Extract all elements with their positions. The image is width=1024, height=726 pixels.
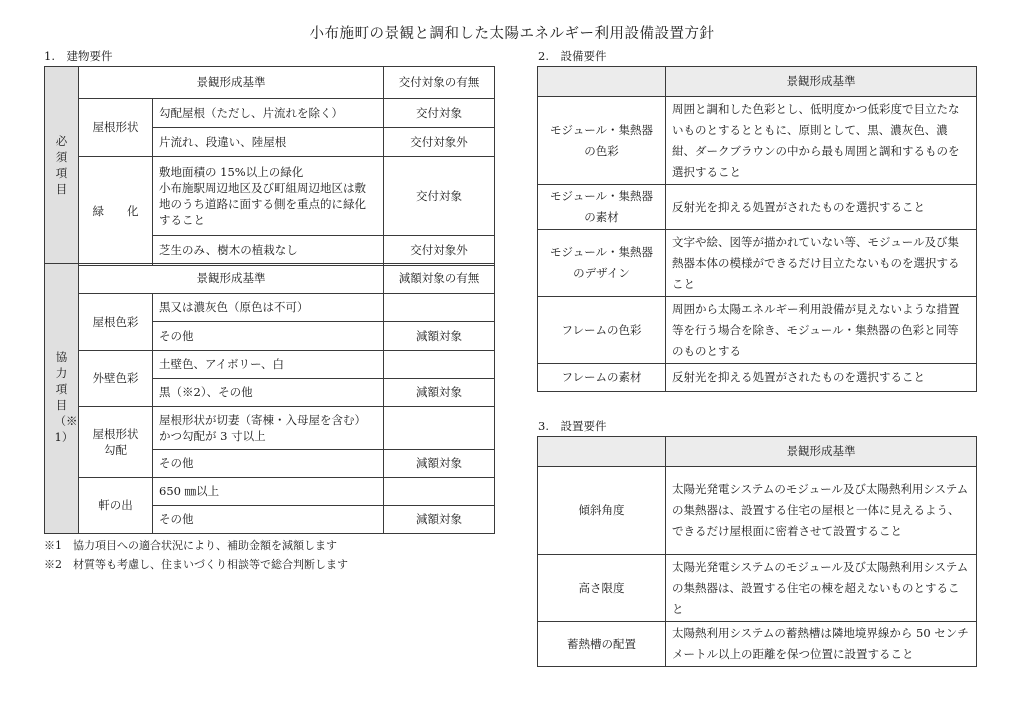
section-2-heading: 2. 設備要件 bbox=[538, 49, 607, 63]
page-title: 小布施町の景観と調和した太陽エネルギー利用設備設置方針 bbox=[309, 26, 715, 42]
roof-color-status-1 bbox=[384, 294, 495, 322]
installation-label-2: 高さ限度 bbox=[538, 555, 666, 622]
roof-pitch-status-1 bbox=[384, 407, 495, 450]
roof-shape-criteria-1: 勾配屋根（ただし、片流れを除く） bbox=[153, 99, 384, 128]
required-status-header: 交付対象の有無 bbox=[384, 67, 495, 99]
footnote-2: ※2 材質等も考慮し、住まいづくり相談等で総合判断します bbox=[44, 558, 348, 571]
equipment-label-4: フレームの色彩 bbox=[538, 297, 666, 364]
wall-color-label: 外壁色彩 bbox=[79, 351, 153, 407]
cooperative-status-header: 減額対象の有無 bbox=[384, 264, 495, 294]
equipment-label-5: フレームの素材 bbox=[538, 364, 666, 392]
cooperative-group-label: 協力項目（※1） bbox=[45, 264, 79, 534]
cooperative-criteria-header: 景観形成基準 bbox=[79, 264, 384, 294]
roof-pitch-status-2: 減額対象 bbox=[384, 450, 495, 478]
roof-color-label: 屋根色彩 bbox=[79, 294, 153, 351]
wall-color-criteria-1: 土壁色、アイボリー、白 bbox=[153, 351, 384, 379]
equipment-label-3: モジュール・集熱器 のデザイン bbox=[538, 230, 666, 297]
wall-color-status-2: 減額対象 bbox=[384, 379, 495, 407]
installation-label-3: 蓄熱槽の配置 bbox=[538, 622, 666, 667]
equipment-label-1: モジュール・集熱器 の色彩 bbox=[538, 97, 666, 185]
installation-criteria-2: 太陽光発電システムのモジュール及び太陽熱利用システムの集熱器は、設置する住宅の棟を超えないものとすること bbox=[666, 555, 977, 622]
roof-color-criteria-2: その他 bbox=[153, 322, 384, 351]
eaves-label: 軒の出 bbox=[79, 478, 153, 534]
installation-requirements-table bbox=[537, 436, 977, 667]
roof-pitch-criteria-1: 屋根形状が切妻（寄棟・入母屋を含む）かつ勾配が 3 寸以上 bbox=[153, 407, 384, 450]
eaves-criteria-2: その他 bbox=[153, 506, 384, 534]
eaves-criteria-1: 650 ㎜以上 bbox=[153, 478, 384, 506]
roof-shape-label: 屋根形状 bbox=[79, 99, 153, 157]
installation-label-1: 傾斜角度 bbox=[538, 467, 666, 555]
footnote-1: ※1 協力項目への適合状況により、補助金額を減額します bbox=[44, 539, 337, 552]
greening-status-2: 交付対象外 bbox=[384, 236, 495, 266]
wall-color-criteria-2: 黒（※2）、その他 bbox=[153, 379, 384, 407]
installation-criteria-header: 景観形成基準 bbox=[666, 437, 977, 467]
roof-shape-status-1: 交付対象 bbox=[384, 99, 495, 128]
roof-color-status-2: 減額対象 bbox=[384, 322, 495, 351]
installation-criteria-3: 太陽熱利用システムの蓄熱槽は隣地境界線から 50 センチメートル以上の距離を保つ位置に設置すること bbox=[666, 622, 977, 667]
eaves-status-1 bbox=[384, 478, 495, 506]
wall-color-status-1 bbox=[384, 351, 495, 379]
building-requirements-table bbox=[44, 66, 495, 266]
installation-criteria-1: 太陽光発電システムのモジュール及び太陽熱利用システムの集熱器は、設置する住宅の屋根と一体に見えるよう、できるだけ屋根面に密着させて設置すること bbox=[666, 467, 977, 555]
required-criteria-header: 景観形成基準 bbox=[79, 67, 384, 99]
required-group-label: 必須項目 bbox=[45, 67, 79, 266]
greening-criteria-1: 敷地面積の 15%以上の緑化 小布施駅周辺地区及び町組周辺地区は敷地のうち道路に面する側を重点的に緑化すること bbox=[153, 157, 384, 236]
equipment-criteria-5: 反射光を抑える処置がされたものを選択すること bbox=[666, 364, 977, 392]
roof-shape-criteria-2: 片流れ、段違い、陸屋根 bbox=[153, 128, 384, 157]
equipment-criteria-1: 周囲と調和した色彩とし、低明度かつ低彩度で目立たないものとするとともに、原則として、黒、濃灰色、濃紺、ダークブラウンの中から最も周囲と調和するものを選択すること bbox=[666, 97, 977, 185]
greening-criteria-2: 芝生のみ、樹木の植栽なし bbox=[153, 236, 384, 266]
roof-pitch-criteria-2: その他 bbox=[153, 450, 384, 478]
section-1-heading: 1. 建物要件 bbox=[44, 49, 113, 63]
greening-status-1: 交付対象 bbox=[384, 157, 495, 236]
equipment-requirements-table bbox=[537, 66, 977, 392]
equipment-label-2: モジュール・集熱器 の素材 bbox=[538, 185, 666, 230]
roof-pitch-label: 屋根形状 勾配 bbox=[79, 407, 153, 478]
greening-label: 緑 化 bbox=[79, 157, 153, 266]
section-3-heading: 3. 設置要件 bbox=[538, 419, 607, 433]
equipment-criteria-2: 反射光を抑える処置がされたものを選択すること bbox=[666, 185, 977, 230]
equipment-criteria-4: 周囲から太陽エネルギー利用設備が見えないような措置等を行う場合を除き、モジュール・集熱器の色彩と同等のものとする bbox=[666, 297, 977, 364]
roof-color-criteria-1: 黒又は濃灰色（原色は不可） bbox=[153, 294, 384, 322]
roof-shape-status-2: 交付対象外 bbox=[384, 128, 495, 157]
equipment-criteria-3: 文字や絵、図等が描かれていない等、モジュール及び集熱器本体の模様ができるだけ目立たないものを選択すること bbox=[666, 230, 977, 297]
cooperative-items-table bbox=[44, 263, 495, 534]
equipment-criteria-header: 景観形成基準 bbox=[666, 67, 977, 97]
eaves-status-2: 減額対象 bbox=[384, 506, 495, 534]
